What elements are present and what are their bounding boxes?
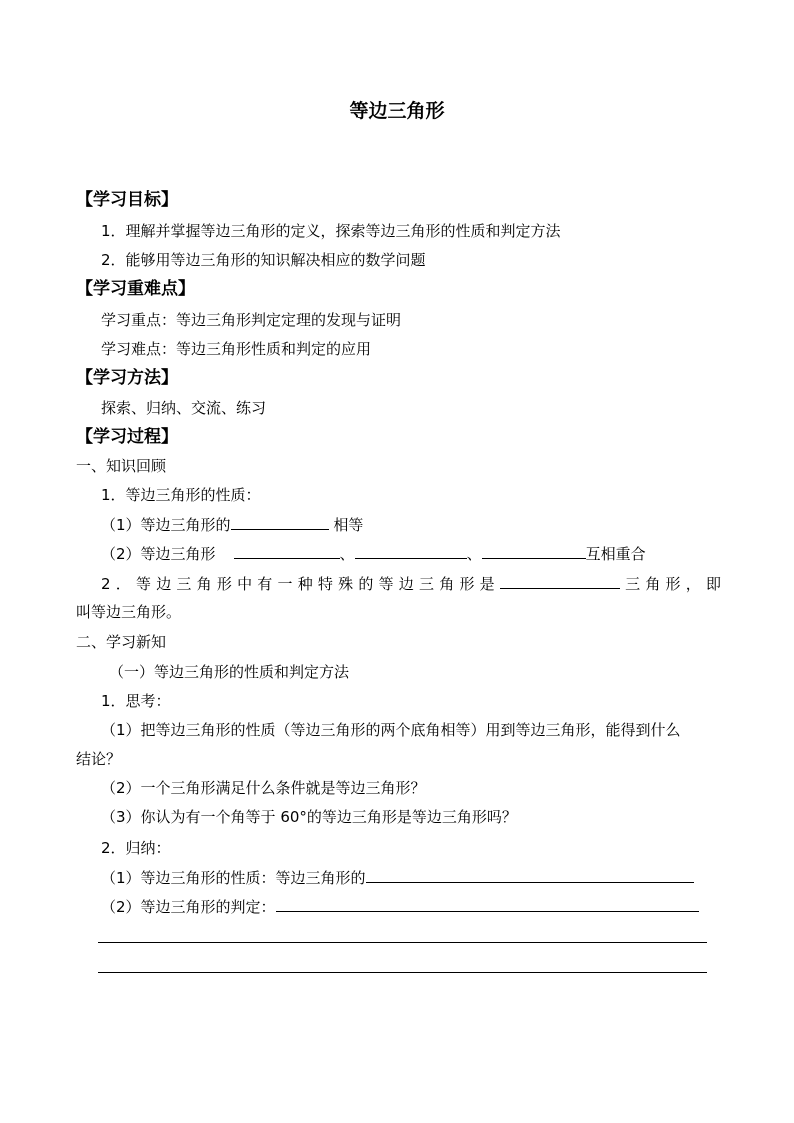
- goal-item-2: 2．能够用等边三角形的知识解决相应的数学问题: [101, 251, 426, 269]
- q1-1-suffix: 相等: [328, 516, 364, 534]
- think-question-1-continued: 结论？: [76, 750, 122, 768]
- page-title: 等边三角形: [349, 100, 445, 122]
- think-question-1: （1）把等边三角形的性质（等边三角形的两个底角相等）用到等边三角形，能得到什么: [101, 721, 681, 739]
- summary-property: [101, 867, 694, 888]
- part2-title: 二、学习新知: [76, 633, 167, 651]
- section-heading-key: 【学习重难点】: [76, 279, 195, 299]
- key-point: 学习重点：等边三角形判定定理的发现与证明: [101, 311, 402, 329]
- fill-blank[interactable]: [234, 543, 340, 559]
- q1-2-prefix: （2）等边三角形: [101, 545, 216, 563]
- q1-2-suffix: 互相重合: [585, 545, 646, 563]
- part1-q2: [101, 573, 721, 594]
- q1-2-sep2: 、: [466, 545, 482, 563]
- think-question-3: （3）你认为有一个角等于 60°的等边三角形是等边三角形吗？: [101, 808, 517, 826]
- part2-think: 1．思考：: [101, 692, 171, 710]
- part1-q1: 1．等边三角形的性质：: [101, 486, 261, 504]
- difficult-point: 学习难点：等边三角形性质和判定的应用: [101, 340, 372, 358]
- fill-blank[interactable]: [482, 543, 586, 559]
- think-question-2: （2）一个三角形满足什么条件就是等边三角形？: [101, 779, 426, 797]
- q2-suffix: 三角形，即: [619, 575, 721, 593]
- method-text: 探索、归纳、交流、练习: [101, 399, 267, 417]
- answer-line[interactable]: [98, 942, 707, 943]
- fill-blank[interactable]: [231, 514, 329, 530]
- q1-2-sep1: 、: [339, 545, 355, 563]
- answer-line[interactable]: [98, 972, 707, 973]
- part1-q1-1: [101, 514, 363, 535]
- summary-criterion: [101, 896, 699, 917]
- part2-summary: 2．归纳：: [101, 839, 171, 857]
- summary-criterion-label: （2）等边三角形的判定：: [101, 898, 276, 916]
- fill-blank[interactable]: [355, 543, 467, 559]
- fill-blank[interactable]: [276, 896, 699, 912]
- section-heading-method: 【学习方法】: [76, 368, 178, 388]
- summary-property-label: （1）等边三角形的性质：等边三角形的: [101, 869, 366, 887]
- part1-title: 一、知识回顾: [76, 457, 167, 475]
- fill-blank[interactable]: [366, 867, 694, 883]
- section-heading-goal: 【学习目标】: [76, 190, 178, 210]
- part1-q2-continued: 叫等边三角形。: [76, 603, 182, 621]
- q1-1-prefix: （1）等边三角形的: [101, 516, 231, 534]
- part1-q1-2: [101, 543, 646, 564]
- q2-prefix: 2．等边三角形中有一种特殊的等边三角形是: [101, 575, 500, 593]
- goal-item-1: 1．理解并掌握等边三角形的定义，探索等边三角形的性质和判定方法: [101, 222, 561, 240]
- part2-sub1: （一）等边三角形的性质和判定方法: [109, 663, 350, 681]
- section-heading-process: 【学习过程】: [76, 427, 178, 447]
- fill-blank[interactable]: [500, 573, 620, 589]
